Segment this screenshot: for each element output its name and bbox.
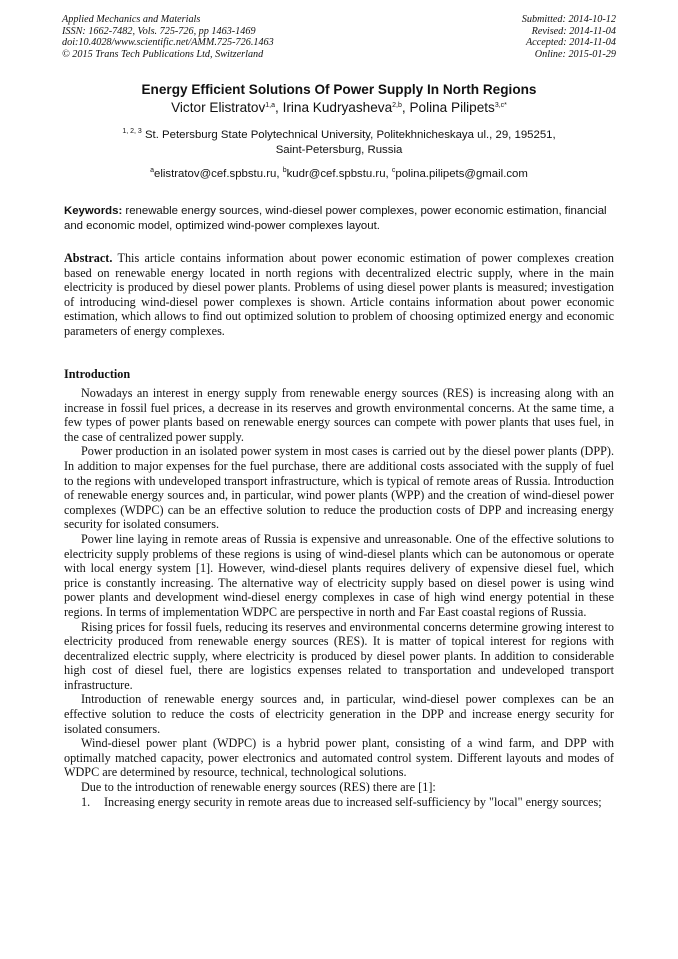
- journal-name: Applied Mechanics and Materials: [62, 14, 201, 25]
- date-revised: Revised: 2014-11-04: [531, 25, 616, 37]
- author-name: Polina Pilipets: [409, 100, 495, 115]
- date-accepted: Accepted: 2014-11-04: [525, 37, 616, 49]
- email-mark: a: [150, 167, 154, 174]
- list-item: [64, 795, 614, 810]
- affil-line-1: St. Petersburg State Polytechnical University, Politekhnicheskaya ul., 29, 195251,: [144, 129, 556, 141]
- journal-doi: doi:10.4028/www.scientific.net/AMM.725-726.1463: [62, 37, 274, 49]
- author-affil-mark: 2,b: [392, 102, 402, 109]
- body-paragraph: Introduction of renewable energy sources and, in particular, wind-diesel power complexes can be an effective solution to reduce the costs of electricity generation in the DPP and increase energy security for isolated consumers.: [64, 692, 614, 736]
- abstract-label: Abstract.: [64, 251, 113, 265]
- journal-info: [62, 14, 274, 60]
- affil-mark: 1, 2, 3: [122, 128, 142, 135]
- journal-copyright: © 2015 Trans Tech Publications Ltd, Switzerland: [62, 48, 264, 60]
- author-affil-mark: 1,a: [265, 102, 276, 109]
- list-text: Increasing energy security in remote areas due to increased self-sufficiency by "local" energy sources;: [104, 794, 602, 809]
- keywords-text: renewable energy sources, wind-diesel power complexes, power economic estimation, financial and economic model, optimized wind-power complexes layout.: [64, 205, 607, 232]
- email-mark: c: [391, 167, 396, 174]
- email-address: polina.pilipets@gmail.com: [395, 168, 528, 180]
- keywords-block: [64, 204, 616, 233]
- body-paragraph: Due to the introduction of renewable energy sources (RES) there are [1]:: [81, 780, 436, 795]
- affiliation: [62, 128, 616, 157]
- author-name: Irina Kudryasheva: [282, 100, 393, 115]
- date-submitted: Submitted: 2014-10-12: [521, 14, 616, 25]
- submission-dates: [522, 14, 616, 60]
- section-heading-introduction: Introduction: [64, 367, 131, 381]
- keywords-label: Keywords:: [64, 205, 123, 217]
- email-address: elistratov@cef.spbstu.ru: [154, 168, 277, 180]
- introduction-body: [64, 386, 614, 809]
- body-paragraph: Rising prices for fossil fuels, reducing its reserves and environmental concerns determine growing interest to electricity produced from renewable energy sources (RES). It is matter of topical interest for regions with decentralized electric supply, where electricity is produced by diesel power plants. In addition to considerable high cost of diesel fuel, there are logistics expenses related to transportation and undeveloped transport infrastructure.: [64, 619, 614, 692]
- journal-issn: ISSN: 1662-7482, Vols. 725-726, pp 1463-1469: [62, 25, 256, 37]
- list-number: 1.: [81, 794, 91, 809]
- body-paragraph: Power production in an isolated power system in most cases is carried out by the diesel power plants (DPP). In addition to major expenses for the fuel purchase, there are additional costs associated with the supply of fuel to the regions with undeveloped transport infrastructure, which is typical of remote areas of Russia. Introduction of renewable energy sources and, in particular, wind power plants (WPP) and the creation of wind-diesel power complexes (WDPC) can be an effective solution to reduce the production costs of DPP and increasing energy security for isolated consumers.: [64, 444, 614, 532]
- body-paragraph: Nowadays an interest in energy supply from renewable energy sources (RES) is increasing along with an increase in fossil fuel prices, a decrease in its reserves and growth environmental concerns. At the same time, a few types of power plants based on renewable energy sources can compete with power plants that uses fuel, in the case of centralized power supply.: [64, 386, 614, 444]
- abstract-text: This article contains information about power economic estimation of power complexes creation based on renewable energy located in north regions with decentralized electric supply, where in the main electricity is produced by diesel power plants. Problems of using diesel power plants is measured; investigation of introducing wind-diesel power complexes is shown. Article contains information about power economic estimation, which allows to find out optimized solution to problem of choosing optimized energy and economic parameters of energy complexes.: [64, 251, 614, 338]
- abstract-block: [64, 251, 614, 339]
- email-address: kudr@cef.spbstu.ru: [286, 168, 386, 180]
- author-name: Victor Elistratov: [171, 100, 266, 115]
- affil-line-2: Saint-Petersburg, Russia: [275, 143, 403, 156]
- body-paragraph: Power line laying in remote areas of Russia is expensive and unreasonable. One of the effective solutions to electricity supply problems of these regions is using of wind-diesel plants which can be autonomous or operate with local energy system [1]. However, wind-diesel plants requires delivery of expensive diesel fuel, which price is constantly increasing. The alternative way of electricity supply based on diesel power is using wind power plants and development wind-diesel energy complexes in case of high wind energy potential in these regions. In terms of implementation WDPC are perspective in north and Far East coastal regions of Russia.: [64, 531, 614, 619]
- paper-title: Energy Efficient Solutions Of Power Supply In North Regions: [141, 82, 537, 97]
- date-online: Online: 2015-01-29: [534, 48, 616, 60]
- author-affil-mark: 3,c*: [494, 102, 507, 109]
- author-list: Victor Elistratov$^{1,a}$, Irina Kudryasheva$^{2,b}$, Polina Pilipets$^{3,c*}$: [171, 100, 507, 115]
- email-list: $^a$elistratov@cef.spbstu.ru, $^b$kudr@cef.spbstu.ru, $^c$polina.pilipets@gmail.com: [150, 167, 528, 180]
- email-mark: b: [282, 167, 287, 174]
- body-paragraph: Wind-diesel power plant (WDPC) is a hybrid power plant, consisting of a wind farm, and DPP with optimally matched capacity, power electronics and automated control system. Different layouts and modes of WDPC are determined by resource, technical, technological solutions.: [64, 736, 614, 780]
